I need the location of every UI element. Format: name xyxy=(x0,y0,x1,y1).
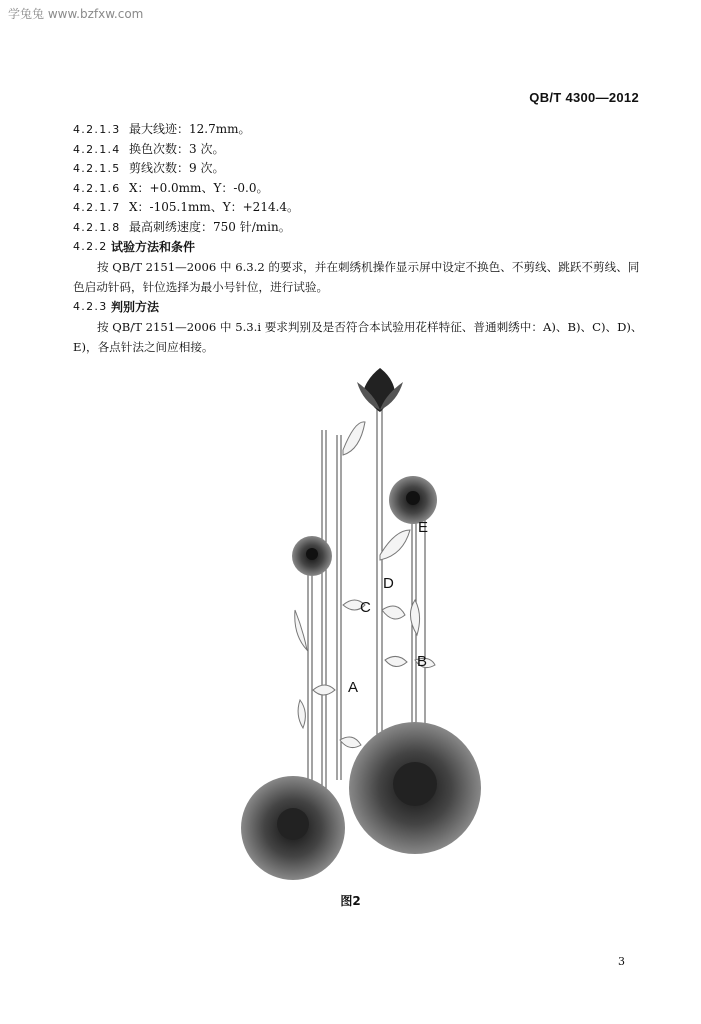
flower-embroidery-drawing xyxy=(225,360,510,880)
clause-number: 4.2.1.8 xyxy=(73,220,121,234)
label-a: A xyxy=(348,679,359,696)
label-d: D xyxy=(383,575,394,592)
label-e: E xyxy=(418,519,429,536)
clause-text: 最大线迹：12.7mm。 xyxy=(129,122,251,136)
section-body-4-2-3: 按 QB/T 2151—2006 中 5.3.i 要求判别及是否符合本试验用花样特征、普通刺绣中：A)、B)、C)、D)、E)，各点针法之间应相接。 xyxy=(73,320,643,354)
clause-number: 4.2.1.3 xyxy=(73,123,121,136)
watermark: 学兔兔 www.bzfxw.com xyxy=(8,7,144,21)
clause-text: 换色次数：3 次。 xyxy=(129,141,225,156)
figure-caption: 图2 xyxy=(340,894,361,908)
clause-text: 最高刺绣速度：750 针/min。 xyxy=(129,219,291,234)
section-number: 4.2.2 xyxy=(73,240,108,253)
bud-icon xyxy=(357,368,403,412)
flower-small-left-icon xyxy=(292,536,332,576)
section-title: 判别方法 xyxy=(111,300,160,314)
page-number: 3 xyxy=(618,955,625,968)
clause-4-2-1-4 xyxy=(73,140,653,160)
embroidery-pattern-figure xyxy=(225,360,510,880)
label-c: C xyxy=(360,599,371,616)
section-number: 4.2.3 xyxy=(73,300,108,313)
clause-4-2-1-5 xyxy=(73,159,653,179)
section-body-4-2-2: 按 QB/T 2151—2006 中 6.3.2 的要求，并在刺绣机操作显示屏中设定不换色、不剪线、跳跃不剪线、同色启动针码，针位选择为最小号针位，进行试验。 xyxy=(73,260,640,294)
section-heading-4-2-3 xyxy=(73,297,653,317)
clause-4-2-1-3 xyxy=(73,120,653,140)
clause-number: 4.2.1.4 xyxy=(73,142,121,156)
label-b: B xyxy=(417,653,428,670)
clause-text: X：-105.1mm、Y：+214.4。 xyxy=(129,200,300,214)
clause-number: 4.2.1.6 xyxy=(73,181,121,195)
clause-text: 剪线次数：9 次。 xyxy=(129,161,225,175)
flower-e-icon xyxy=(389,476,437,524)
document-code: QB/T 4300—2012 xyxy=(529,90,639,105)
clause-4-2-1-8 xyxy=(73,218,653,238)
clause-list xyxy=(73,120,653,357)
clause-4-2-1-7 xyxy=(73,198,653,218)
clause-number: 4.2.1.7 xyxy=(73,201,121,214)
leaves xyxy=(295,422,435,748)
section-heading-4-2-2 xyxy=(73,237,653,257)
flower-large-right-icon xyxy=(349,722,481,854)
clause-text: X：+0.0mm、Y：-0.0。 xyxy=(129,180,269,195)
clause-number: 4.2.1.5 xyxy=(73,162,121,175)
section-title: 试验方法和条件 xyxy=(111,240,196,254)
flower-large-left-icon xyxy=(241,776,345,880)
clause-4-2-1-6 xyxy=(73,179,653,199)
